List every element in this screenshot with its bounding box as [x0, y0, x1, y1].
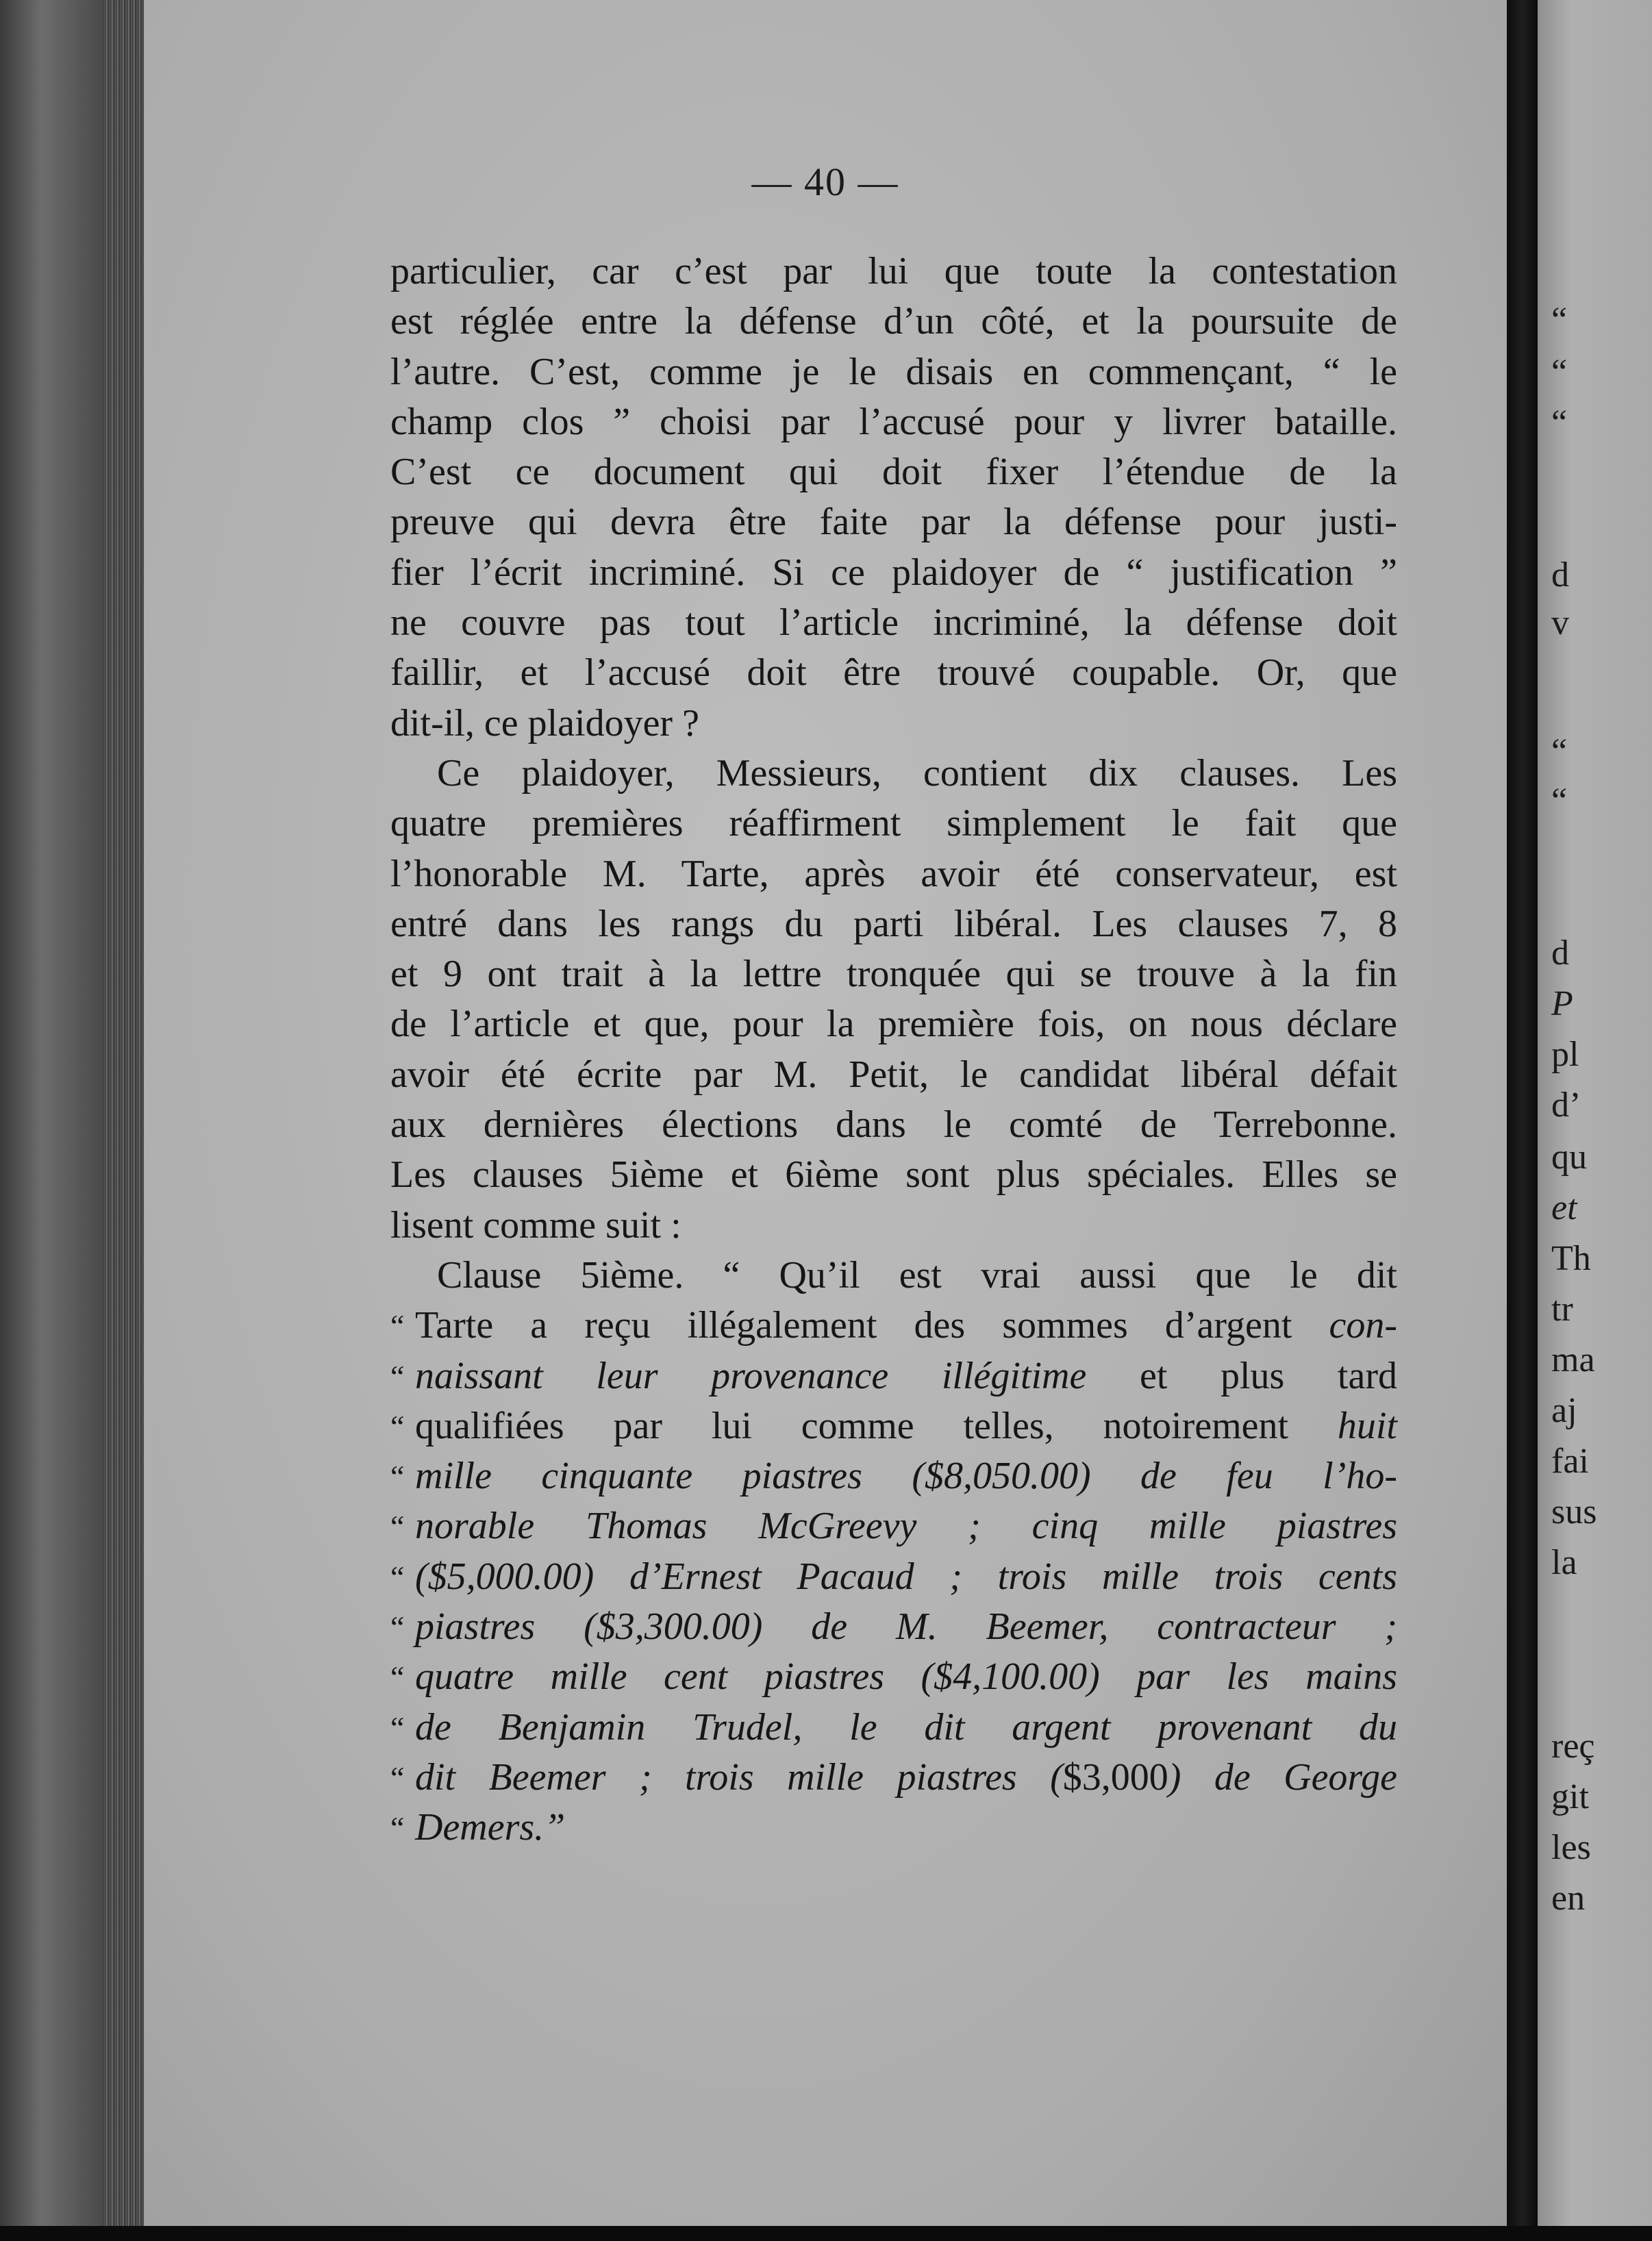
- quote-text-italic: ($5,000.00) d’Ernest Pacaud ; trois mille trois cents: [415, 1555, 1397, 1598]
- quote-text-italic: norable Thomas McGreevy ; cinq mille piastres: [415, 1505, 1397, 1548]
- text-line: quatre premières réaffirment simplement le fait que: [390, 802, 1397, 845]
- page-block-edges: [103, 0, 144, 2241]
- facing-fragment: v: [1551, 603, 1569, 642]
- quote-text-italic: de Benjamin Trudel, le dit argent provenant du: [415, 1705, 1397, 1749]
- quote-text-italic: con-: [1329, 1304, 1397, 1347]
- facing-fragment: “: [1551, 403, 1568, 442]
- quoted-line: [390, 1451, 1397, 1501]
- text-line: et 9 ont trait à la lettre tronquée qui se trouve à la fin: [390, 953, 1397, 996]
- text-line: faillir, et l’accusé doit être trouvé coupable. Or, que: [390, 651, 1397, 694]
- quote-text-italic: ) de George: [1168, 1755, 1397, 1799]
- quoted-line: [390, 1652, 1397, 1702]
- text-line: fier l’écrit incriminé. Si ce plaidoyer de “ justification ”: [390, 551, 1397, 594]
- facing-page: [1538, 0, 1652, 2241]
- text-line: C’est ce document qui doit fixer l’étendue de la: [390, 451, 1397, 494]
- quote-text-italic: mille cinquante piastres ($8,050.00) de feu l’ho-: [415, 1455, 1397, 1498]
- text-line: l’autre. C’est, comme je le disais en commençant, “ le: [390, 350, 1397, 393]
- facing-fragment: d: [1551, 934, 1569, 973]
- quote-mark: “: [390, 1760, 405, 1795]
- quote-text: qualifiées par lui comme telles, notoirement: [415, 1404, 1338, 1447]
- facing-fragment: et: [1551, 1188, 1577, 1227]
- text-line: l’honorable M. Tarte, après avoir été conservateur, est: [390, 852, 1397, 895]
- facing-fragment: ma: [1551, 1340, 1595, 1379]
- text-line: de l’article et que, pour la première fois, on nous déclare: [390, 1003, 1397, 1046]
- facing-fragment: pl: [1551, 1035, 1579, 1074]
- facing-fragment: d’: [1551, 1086, 1581, 1125]
- quoted-line: [390, 1401, 1397, 1451]
- quote-mark: “: [390, 1559, 405, 1594]
- text-line: ne couvre pas tout l’article incriminé, la défense doit: [390, 601, 1397, 644]
- text-line: aux dernières élections dans le comté de Terrebonne.: [390, 1103, 1397, 1147]
- text-line: champ clos ” choisi par l’accusé pour y livrer bataille.: [390, 400, 1397, 443]
- facing-fragment: “: [1551, 781, 1568, 821]
- scan-bottom-border: [0, 2226, 1652, 2241]
- quoted-line: [390, 1501, 1397, 1551]
- quote-mark: “: [390, 1660, 405, 1695]
- quote-mark: “: [390, 1810, 405, 1846]
- text-line: preuve qui devra être faite par la défense pour justi-: [390, 501, 1397, 544]
- facing-fragment: Th: [1551, 1239, 1591, 1278]
- book-gutter: [1507, 0, 1538, 2241]
- facing-fragment: d: [1551, 555, 1569, 594]
- text-line: Clause 5ième. “ Qu’il est vrai aussi que le dit: [437, 1253, 1397, 1297]
- quote-text-italic: huit: [1337, 1404, 1397, 1447]
- facing-fragment: en: [1551, 1879, 1586, 1918]
- quote-mark: “: [390, 1358, 405, 1394]
- quote-mark: “: [390, 1459, 405, 1494]
- facing-fragment: la: [1551, 1543, 1577, 1582]
- text-line: dit-il, ce plaidoyer ?: [390, 701, 699, 744]
- text-line: avoir été écrite par M. Petit, le candidat libéral défait: [390, 1053, 1397, 1096]
- quoted-line: [390, 1803, 1397, 1853]
- quote-mark: “: [390, 1509, 405, 1544]
- facing-fragment: aj: [1551, 1391, 1577, 1430]
- facing-fragment: tr: [1551, 1290, 1573, 1329]
- book-cover-edge: [0, 0, 103, 2241]
- text-line: particulier, car c’est par lui que toute la contestation: [390, 250, 1397, 292]
- body-text: [390, 247, 1397, 1853]
- facing-fragment: fai: [1551, 1442, 1589, 1481]
- quote-mark: “: [390, 1710, 405, 1745]
- quote-text-italic: naissant leur provenance illégitime: [415, 1354, 1087, 1397]
- facing-fragment: sus: [1551, 1492, 1597, 1531]
- text-line: Ce plaidoyer, Messieurs, contient dix clauses. Les: [437, 751, 1397, 794]
- quote-mark: “: [390, 1610, 405, 1645]
- quote-text-italic: piastres ($3,300.00) de M. Beemer, contracteur ;: [415, 1605, 1397, 1649]
- quoted-line: [390, 1602, 1397, 1652]
- quote-text-italic: dit Beemer ; trois mille piastres (: [415, 1755, 1063, 1799]
- facing-fragment: “: [1551, 353, 1568, 392]
- quote-text-italic: quatre mille cent piastres ($4,100.00) par les mains: [415, 1655, 1397, 1699]
- facing-fragment: git: [1551, 1777, 1589, 1816]
- quoted-line: [390, 1552, 1397, 1602]
- quote-mark: “: [390, 1408, 405, 1444]
- quote-text: Tarte a reçu illégalement des sommes d’argent: [415, 1304, 1329, 1347]
- facing-fragment: les: [1551, 1828, 1591, 1867]
- facing-fragment: P: [1551, 984, 1573, 1023]
- page-number: — 40 —: [751, 160, 899, 204]
- quoted-line: [390, 1753, 1397, 1803]
- quoted-line: [390, 1301, 1397, 1351]
- text-line: entré dans les rangs du parti libéral. Les clauses 7, 8: [390, 902, 1397, 945]
- quoted-line: [390, 1703, 1397, 1753]
- quote-text-italic: Demers.”: [415, 1806, 566, 1849]
- text-line: lisent comme suit :: [390, 1203, 681, 1247]
- quote-text: et plus tard: [1086, 1354, 1397, 1397]
- quote-text: $3,000: [1062, 1755, 1168, 1799]
- facing-fragment: qu: [1551, 1138, 1587, 1177]
- facing-fragment: “: [1551, 732, 1568, 771]
- text-line: Les clauses 5ième et 6ième sont plus spéciales. Elles se: [390, 1153, 1397, 1197]
- quoted-line: [390, 1351, 1397, 1401]
- facing-fragment: reç: [1551, 1727, 1595, 1766]
- facing-fragment: “: [1551, 301, 1568, 340]
- quote-mark: “: [390, 1308, 405, 1344]
- text-line: est réglée entre la défense d’un côté, et la poursuite de: [390, 300, 1397, 343]
